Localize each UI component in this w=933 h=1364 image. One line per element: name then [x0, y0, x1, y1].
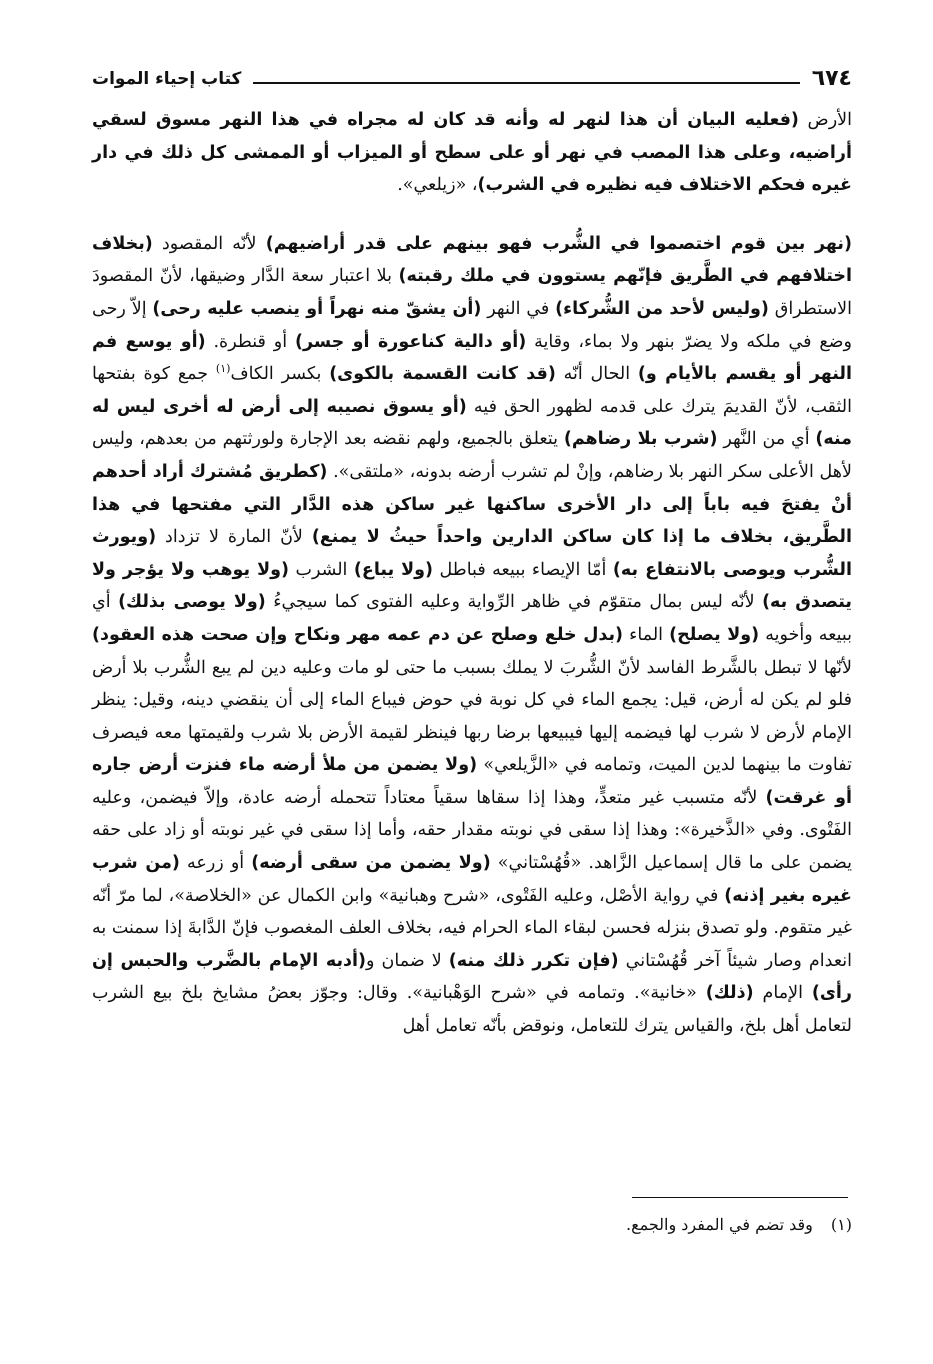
- bold-run: (بدل خلع وصلح عن دم عمه مهر ونكاح وإن صحت هذه العقود): [92, 624, 624, 645]
- bold-run: (ذلك): [705, 983, 754, 1004]
- bold-run: (ولا يضمن من سقى أرضه): [251, 853, 491, 874]
- bold-run: (فعليه البيان أن هذا لنهر له وأنه قد كان له مجراه في هذا النهر مسوق لسقي أراضيه، وعلى هذا المصب في نهر أو على سطح أو الميزاب أو الممشى كل ذلك في دار غيره فحكم الاختلاف فيه نظيره في الشرب): [92, 110, 852, 196]
- text-run: لا ضمان و: [366, 950, 449, 971]
- page-header: [92, 56, 852, 90]
- footnote-text: وقد تضم في المفرد والجمع.: [625, 1215, 813, 1234]
- paragraph-2: [92, 228, 852, 1043]
- bold-run: (كطريق مُشترك أراد أحدهم أنْ يفتحَ فيه باباً إلى دار الأخرى ساكنها غير ساكن هذه الدَّار التي مفتحها في هذا الطَّريق، بخلاف ما إذا كان ساكن الدارين واحداً حيثُ لا يمنع): [92, 461, 852, 548]
- text-run: الشرب: [289, 559, 354, 580]
- footnote-separator: [632, 1197, 848, 1198]
- text-run: الماء: [623, 624, 670, 645]
- bold-run: (ولا يوصى بذلك): [118, 592, 266, 613]
- text-run: «خانية». وتمامه في «شرح الوَهْبانية». وقال: وجوّز بعضُ مشايخ بلخ بيع الشرب لتعامل أهل بلخ، والقياس يترك للتعامل، ونوقض بأنّه تعامل أهل: [92, 983, 852, 1037]
- bold-run: (أو دالية كناعورة أو جسر): [294, 331, 527, 352]
- bold-run: (شرب بلا رضاهم): [563, 429, 718, 450]
- text-run: أي ببيعه وأخويه: [92, 592, 852, 645]
- bold-run: (أدبه الإمام بالضَّرب والحبس إن رأى): [92, 950, 852, 1004]
- text-run: في رواية الأصْل، وعليه الفَتْوى، «شرح وهبانية» وابن الكمال عن «الخلاصة»، لما مرّ أنّه غير متقوم. ولو تصدق بنزله فحسن لبقاء الماء الحرام فيه، بخلاف العلف المغصوب فإنّ الدَّابةَ إذا سمنت به انعدام وصار شيئاً آخر قُهُسْتاني: [92, 885, 852, 971]
- text-run: لأنّه ليس بمال متقوّم في ظاهر الرِّواية وعليه الفتوى كما سيجيءُ: [265, 592, 763, 613]
- text-run: لأنّه المقصود: [152, 233, 266, 254]
- bold-run: (ولا يباع): [353, 559, 434, 580]
- bold-run: (بخلاف اختلافهم في الطَّريق فإنّهم يستوون في ملك رقبته): [92, 233, 852, 287]
- text-run: بكسر الكاف: [230, 364, 330, 385]
- text-run: أمّا الإيصاء ببيعه فباطل: [433, 559, 613, 580]
- footnote-reference[interactable]: (١): [215, 362, 231, 376]
- bold-run: (ولا يوهب ولا يؤجر ولا يتصدق به): [92, 559, 852, 613]
- bold-run: (قد كانت القسمة بالكوى): [329, 364, 556, 385]
- bold-run: (أو يوسع فم النهر أو يقسم بالأيام و): [92, 331, 852, 385]
- text-run: يتعلق بالجميع، ولهم نقضه بعد الإجارة ولورثتهم من بعدهم، وليس لأهل الأعلى سكر النهر بلا رضاهم، وإنْ لم تشرب أرضه بدونه، «ملتقى».: [92, 429, 852, 482]
- footnote-marker: (١): [830, 1215, 852, 1234]
- bold-run: (ويورث الشُّرب ويوصى بالانتفاع به): [92, 527, 852, 580]
- page-number: ٦٧٤: [811, 66, 852, 91]
- text-run: إلاّ رحى وضع في ملكه ولا يضرّ بنهر ولا بماء، وقاية: [92, 298, 852, 352]
- text-run: بلا اعتبار سعة الدَّار وضيقها، لأنّ المقصودَ الاستطراق: [92, 266, 852, 319]
- text-run: لأنّها لا تبطل بالشَّرط الفاسد لأنّ الشُّربَ لا يملك بسبب ما حتى لو مات وعليه دين لم يبع الشُّرب بلا أرض فلو لم يكن له أرض، قيل: يجمع الماء في كل نوبة في حوض فيباع الماء إلى أن ينقضي دينه، وقيل: ينظر الإمام لأرض لا شرب لها فيضمه إليها فيبيعها برضا ربها فينظر لقيمة الأرض بلا شرب ولقيمتها معه فيصرف تفاوت ما بينهما لدين الميت، وتمامه في «الزَّيلعي»: [92, 657, 852, 776]
- bold-run: (أن يشقّ منه نهراً أو ينصب عليه رحى): [152, 298, 482, 319]
- bold-run: (نهر بين قوم اختصموا في الشُّرب فهو بينهم على قدر أراضيهم): [265, 233, 852, 254]
- main-text: [92, 104, 852, 1043]
- bold-run: (من شرب غيره بغير إذنه): [92, 853, 853, 906]
- text-run: في النهر: [481, 298, 556, 319]
- text-run: أو قنطرة.: [205, 331, 295, 352]
- footnote: [92, 1212, 852, 1238]
- bold-run: (ولا يصلح): [669, 624, 760, 645]
- text-run: ، «زيلعي».: [397, 175, 478, 196]
- text-run: أي من النَّهر: [717, 429, 816, 450]
- text-run: جمع كوة بفتحها الثقب، لأنّ القديمَ يترك على قدمه لظهور الحق فيه: [92, 364, 852, 417]
- bold-run: (فإن تكرر ذلك منه): [448, 950, 619, 971]
- bold-run: (ولا يضمن من ملأ أرضه ماء فنزت أرض جاره أو غرقت): [92, 755, 852, 808]
- text-run: الحال أنّه: [555, 364, 638, 385]
- text-run: الأرض: [798, 110, 853, 130]
- header-rule: [253, 82, 799, 84]
- book-title: كتاب إحياء الموات: [92, 69, 242, 89]
- bold-run: (أو يسوق نصيبه إلى أرض له أخرى ليس له منه): [92, 396, 853, 450]
- text-run: أو زرعه: [179, 853, 252, 874]
- paragraph-1: [92, 104, 852, 202]
- text-run: لأنّه متسبب غير متعدٍّ، وهذا إذا سقاها سقياً معتاداً تتحمله أرضه عادة، وإلاّ فيضمن، وعليه الفَتْوى. وفي «الذَّخيرة»: وهذا إذا سقى في نوبته مقدار حقه، وأما إذا سقى في غير نوبته أو زاد على حقه يضمن على ما قال إسماعيل الزَّاهد. «قُهُسْتاني»: [92, 787, 853, 874]
- text-run: الإمام: [753, 983, 812, 1004]
- text-run: لأنّ المارة لا تزداد: [156, 527, 312, 548]
- bold-run: (وليس لأحد من الشُّركاء): [555, 298, 769, 319]
